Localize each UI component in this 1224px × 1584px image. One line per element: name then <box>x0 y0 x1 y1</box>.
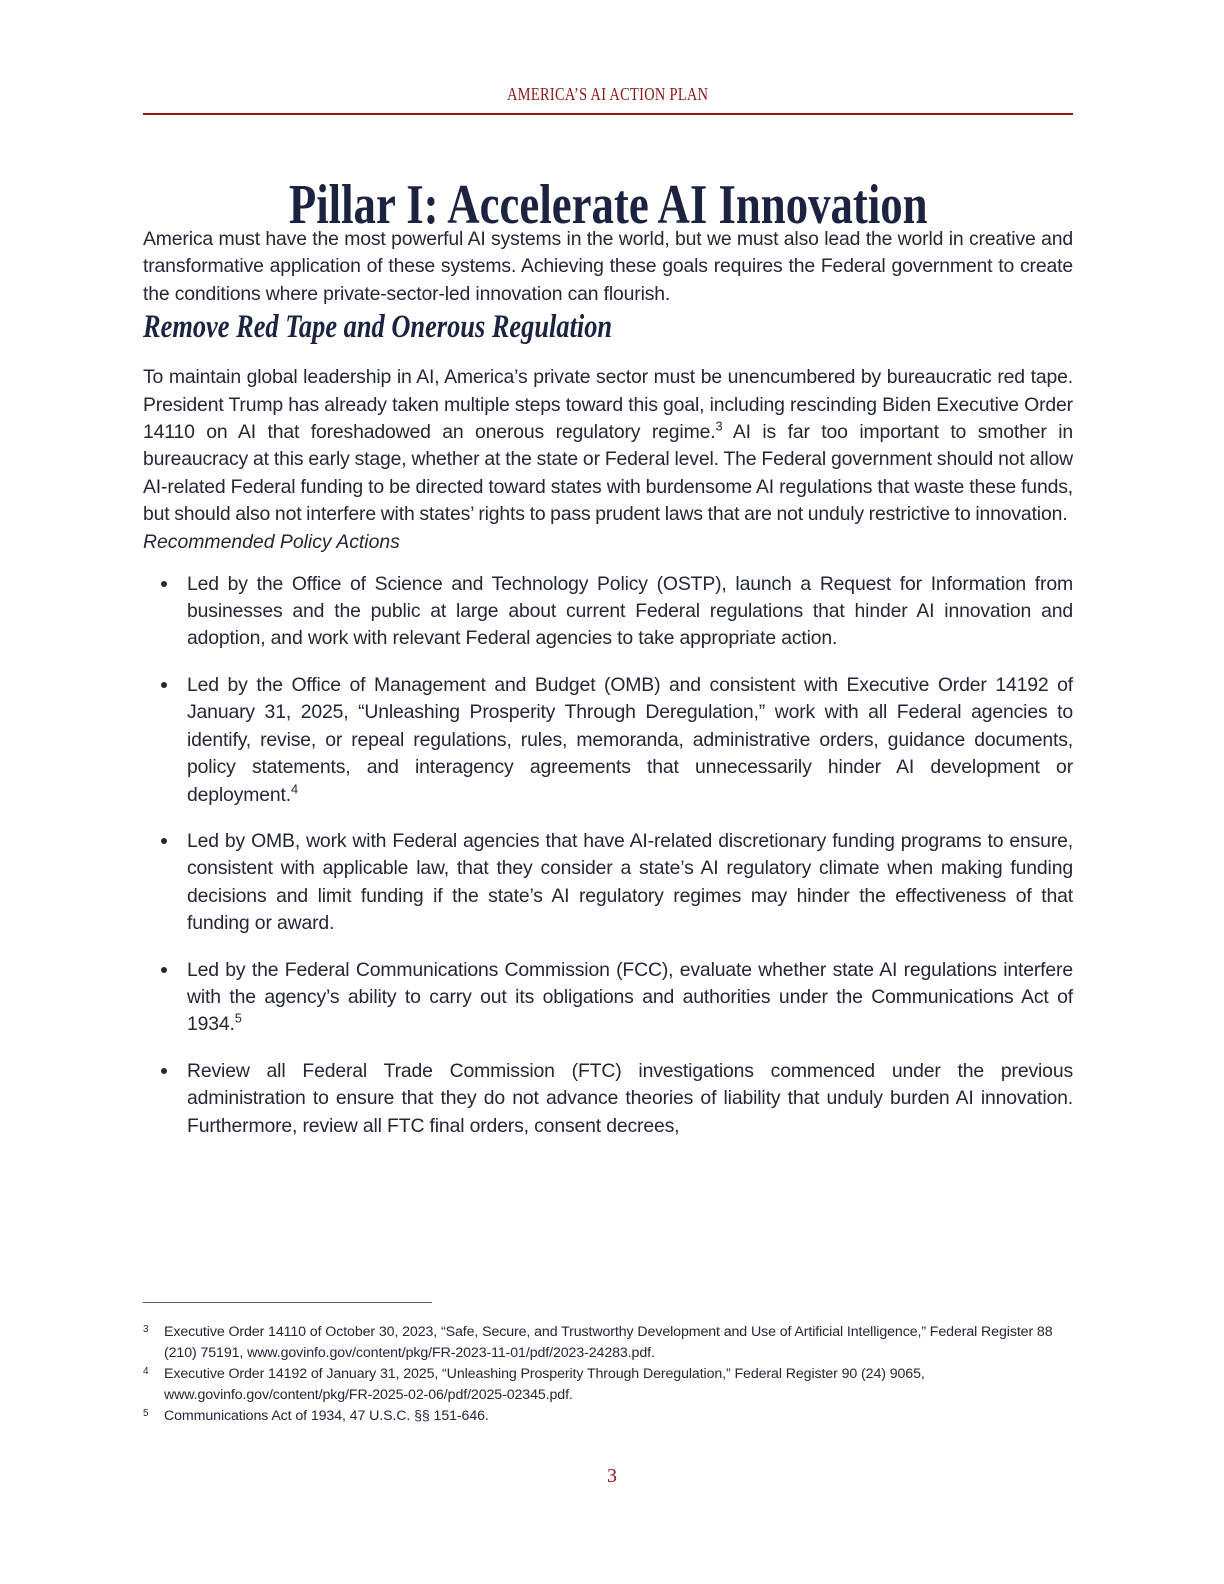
footnote-entry <box>143 1322 1083 1363</box>
intro-paragraph: America must have the most powerful AI systems in the world, but we must also lead the world in creative and transformative application of these systems. Achieving these goals requires the Federal government to create the conditions where private-sector-led innovation can flourish. <box>143 228 1073 305</box>
footnote-number: 5 <box>143 1408 149 1420</box>
footnote-text: Communications Act of 1934, 47 U.S.C. §§ 151-646. <box>164 1408 489 1425</box>
list-item <box>143 672 1073 809</box>
footnote-separator-rule <box>143 1302 432 1303</box>
footnote-entry <box>143 1364 1083 1405</box>
list-item-text: Review all Federal Trade Commission (FTC) investigations commenced under the previous administration to ensure that they do not advance theories of liability that unduly burden AI innovation. Furthermore, review all FTC final orders, consent decrees, <box>187 1059 1073 1137</box>
footnote-text: Executive Order 14192 of January 31, 2025, “Unleashing Prosperity Through Deregulation,” Federal Register 90 (24) 9065, www.govinfo.gov/content/pkg/FR-2025-02-06/pdf/2025-02345.pdf. <box>164 1366 925 1403</box>
footnote-marker-3[interactable]: 3 <box>715 418 723 434</box>
footnote-number: 3 <box>143 1324 149 1335</box>
policy-actions-list <box>143 571 1073 1140</box>
running-header <box>143 84 1073 105</box>
footnote-text: Executive Order 14110 of October 30, 2023, “Safe, Secure, and Trustworthy Development and Use of Artificial Intelligence,” Federal Register 88 (210) 75191, www.govinfo.gov/content/pkg/FR-2023-11-01/pdf/2023-24283.pdf. <box>164 1324 1053 1361</box>
list-item-text: Led by the Federal Communications Commission (FCC), evaluate whether state AI regulations interfere with the agency’s ability to carry out its obligations and authorities under the Communications Act of 1934. <box>187 958 1073 1036</box>
list-item <box>143 1058 1073 1140</box>
section-body-part1: To maintain global leadership in AI, America’s private sector must be unencumbered by bureaucratic red tape. President Trump has already taken multiple steps toward this goal, including rescinding Biden Executive Order 14110 on AI that foreshadowed an onerous regulatory regime. <box>143 366 1073 444</box>
running-header-text: AMERICA’S AI ACTION PLAN <box>507 84 709 104</box>
bullet-icon <box>161 682 167 688</box>
section-heading <box>143 308 1073 346</box>
page-number: 3 <box>607 1465 617 1487</box>
footnote-number: 4 <box>143 1366 149 1378</box>
list-item <box>143 828 1073 938</box>
section-body-part2: AI is far too important to smother in bureaucracy at this early stage, whether at the state or Federal level. The Federal government should not allow AI-related Federal funding to be directed toward states with burdensome AI regulations that waste these funds, but should also not interfere with states’ rights to pass prudent laws that are not unduly restrictive to innovation. <box>143 421 1074 526</box>
list-item <box>143 571 1073 653</box>
footnote-entry <box>143 1406 1083 1427</box>
page-title-text: Pillar I: Accelerate AI Innovation <box>288 173 928 236</box>
section-heading-text: Remove Red Tape and Onerous Regulation <box>143 309 613 346</box>
list-item-text: Led by OMB, work with Federal agencies that have AI-related discretionary funding programs to ensure, consistent with applicable law, that they consider a state’s AI regulatory climate when making funding decisions and limit funding if the state’s AI regulatory regimes may hinder the effectiveness of that funding or award. <box>187 829 1073 935</box>
bullet-icon <box>161 581 167 587</box>
footnotes-section <box>143 1322 1083 1428</box>
recommended-policy-actions-subheading: Recommended Policy Actions <box>143 530 400 553</box>
section-body-paragraph <box>143 364 1073 528</box>
bullet-icon <box>161 838 167 844</box>
bullet-icon <box>161 967 167 973</box>
bullet-icon <box>161 1068 167 1074</box>
list-item <box>143 957 1073 1039</box>
header-divider-rule <box>143 113 1073 115</box>
list-item-footnote-marker[interactable]: 4 <box>291 781 298 797</box>
list-item-footnote-marker[interactable]: 5 <box>234 1010 242 1026</box>
list-item-text: Led by the Office of Management and Budget (OMB) and consistent with Executive Order 14192 of January 31, 2025, “Unleashing Prosperity Through Deregulation,” work with all Federal agencies to identify, revise, or repeal regulations, rules, memoranda, administrative orders, guidance documents, policy statements, and interagency agreements that unnecessarily hinder AI development or deployment. <box>187 673 1073 806</box>
document-body <box>143 226 1073 1140</box>
list-item-text: Led by the Office of Science and Technology Policy (OSTP), launch a Request for Information from businesses and the public at large about current Federal regulations that hinder AI innovation and adoption, and work with relevant Federal agencies to take appropriate action. <box>187 572 1073 650</box>
